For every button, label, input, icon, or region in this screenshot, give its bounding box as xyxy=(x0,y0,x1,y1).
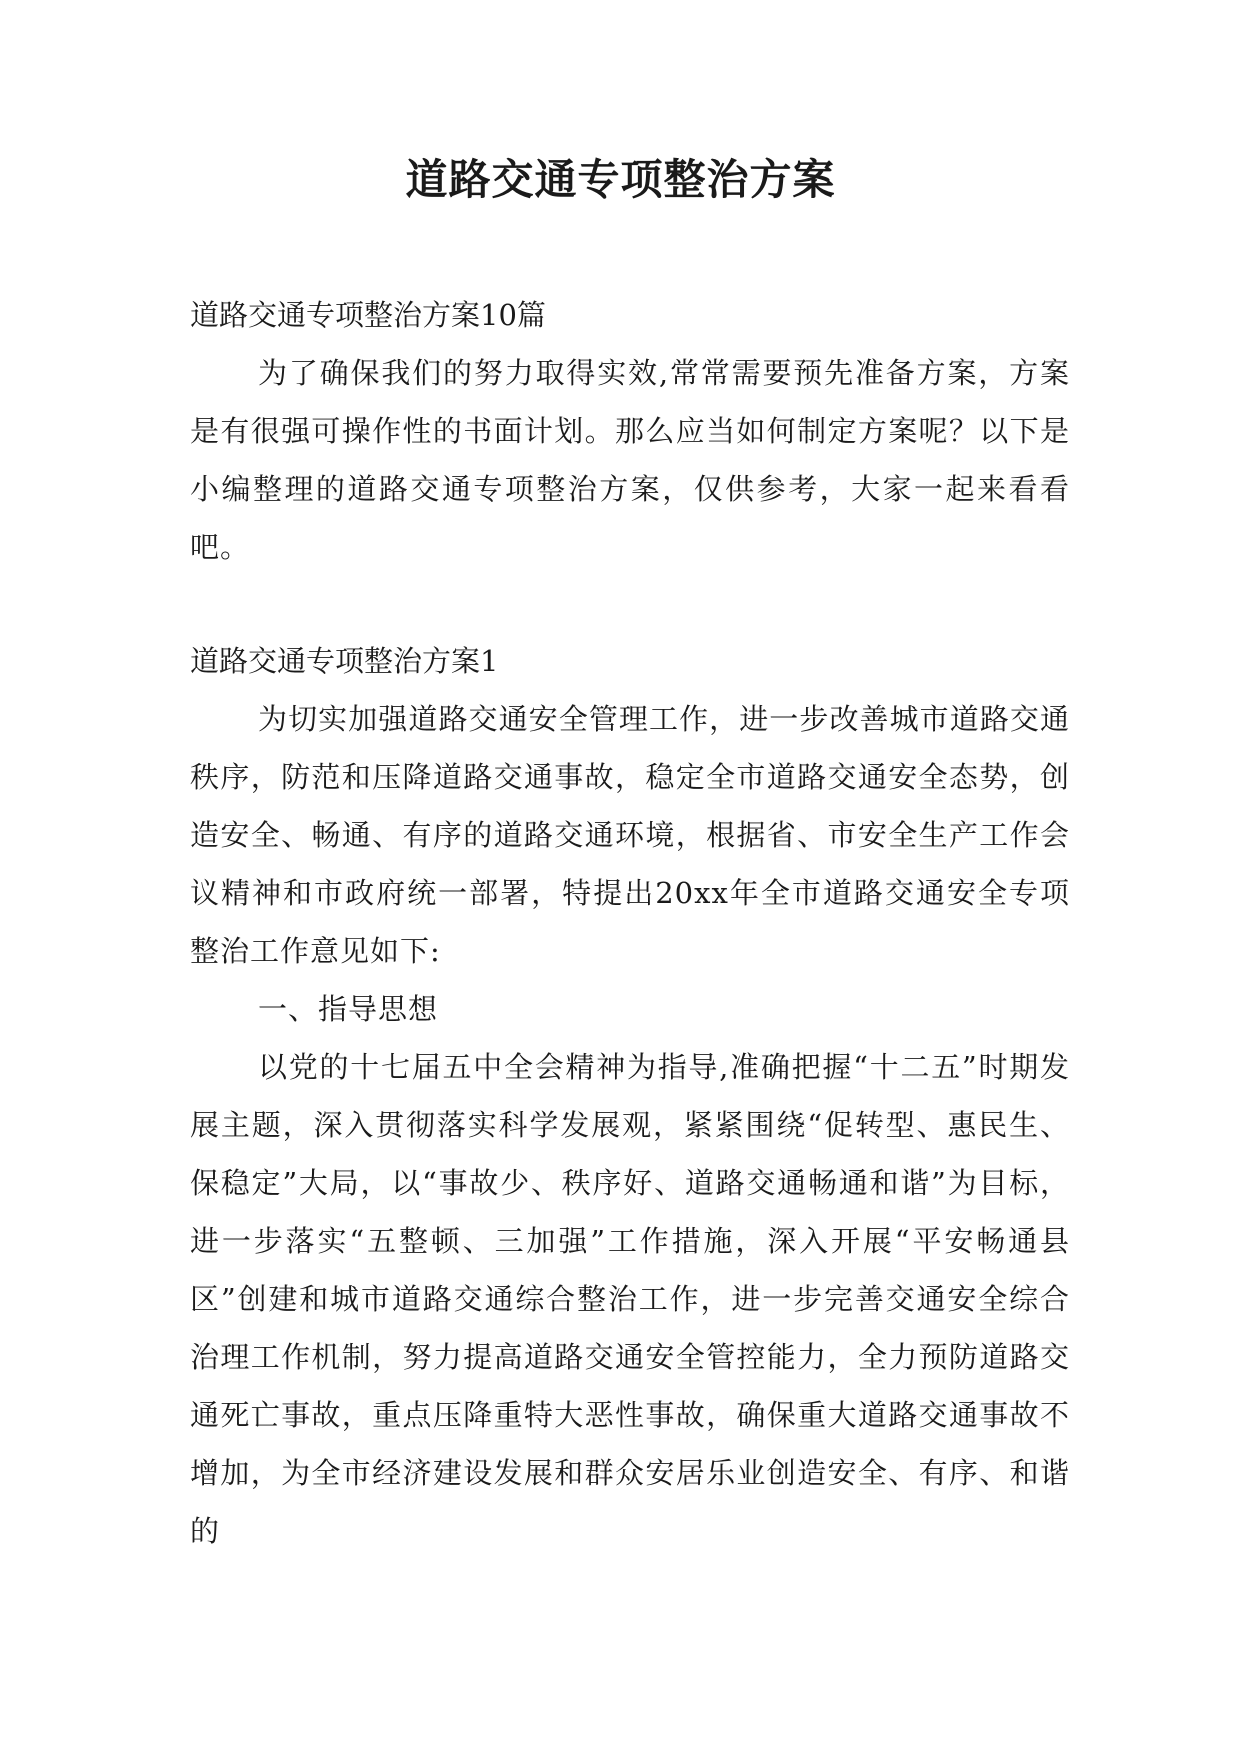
section-intro-paragraph: 为切实加强道路交通安全管理工作，进一步改善城市道路交通秩序，防范和压降道路交通事故，稳定全市道路交通安全态势，创造安全、畅通、有序的道路交通环境，根据省、市安全生产工作会议精神和市政府统一部署，特提出20xx年全市道路交通安全专项整治工作意见如下: xyxy=(190,702,1070,968)
guiding-thought-paragraph: 以党的十七届五中全会精神为指导,准确把握“十二五”时期发展主题，深入贯彻落实科学发展观，紧紧围绕“促转型、惠民生、保稳定”大局，以“事故少、秩序好、道路交通畅通和谐”为目标，进一步落实“五整顿、三加强”工作措施，深入开展“平安畅通县区”创建和城市道路交通综合整治工作，进一步完善交通安全综合治理工作机制，努力提高道路交通安全管控能力，全力预防道路交通死亡事故，重点压降重特大恶性事故，确保重大道路交通事故不增加，为全市经济建设发展和群众安居乐业创造安全、有序、和谐的 xyxy=(190,1050,1070,1548)
collection-heading: 道路交通专项整治方案10篇 xyxy=(190,298,546,332)
document-body xyxy=(190,286,1070,1560)
section-heading: 道路交通专项整治方案1 xyxy=(190,644,499,678)
section-spacer xyxy=(190,576,1070,632)
document-title: 道路交通专项整治方案 xyxy=(405,155,836,204)
intro-paragraph: 为了确保我们的努力取得实效,常常需要预先准备方案，方案是有很强可操作性的书面计划。那么应当如何制定方案呢？以下是小编整理的道路交通专项整治方案，仅供参考，大家一起来看看吧。 xyxy=(190,356,1070,564)
guiding-thought-heading: 一、指导思想 xyxy=(258,992,439,1026)
